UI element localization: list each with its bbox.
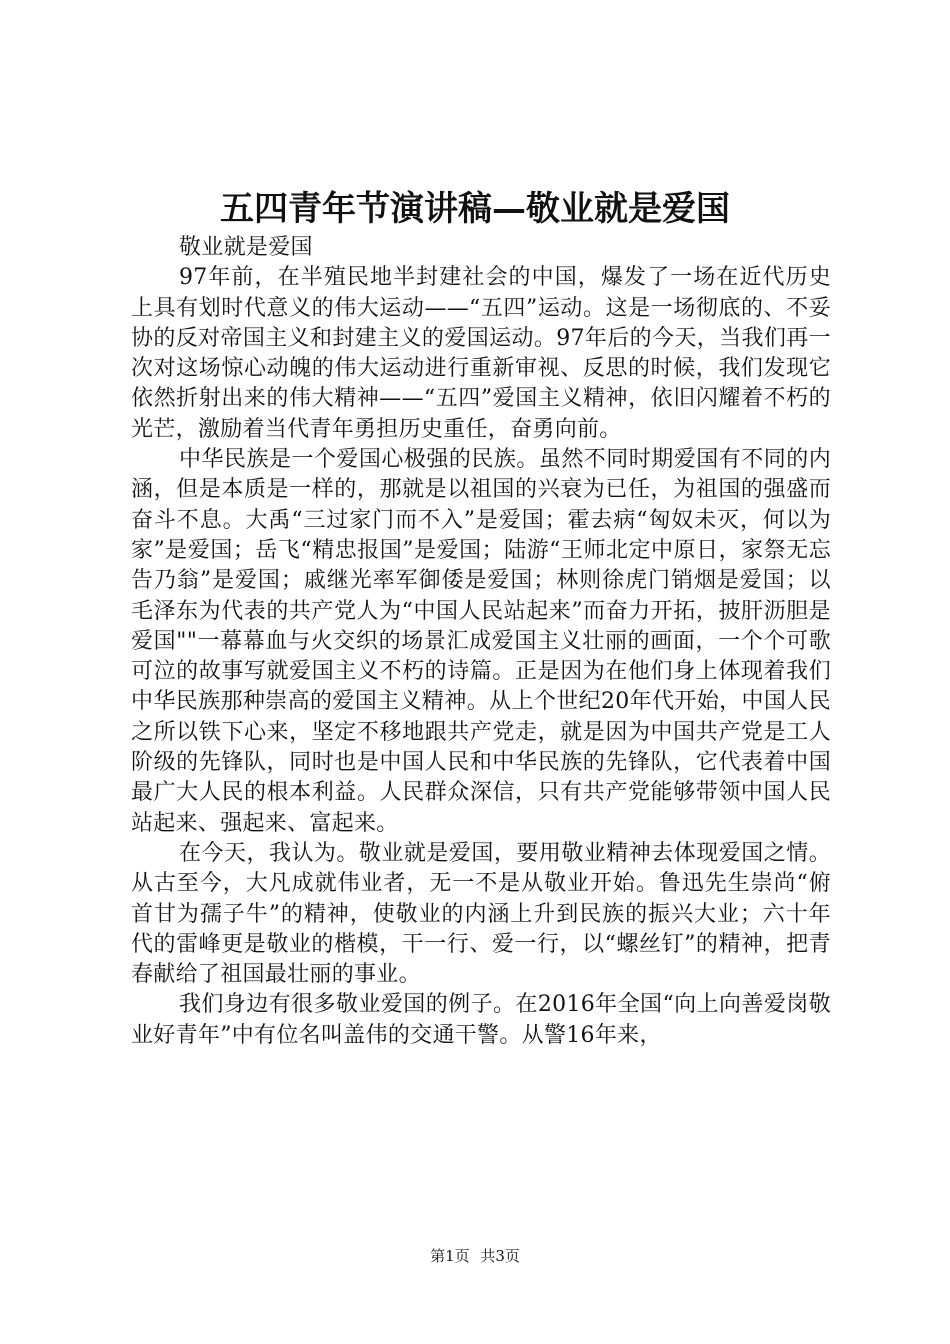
paragraph-patriotic-nation: 中华民族是一个爱国心极强的民族。虽然不同时期爱国有不同的内涵，但是本质是一样的，那就是以祖国的兴衰为已任，为祖国的强盛而奋斗不息。大禹“三过家门而不入”是爱国；霍去病“匈奴未灭，何以为家”是爱国；岳飞“精忠报国”是爱国；陆游“王师北定中原日，家祭无忘告乃翁”是爱国；戚继光率军御倭是爱国；林则徐虎门销烟是爱国；以毛泽东为代表的共产党人为“中国人民站起来”而奋力开拓，披肝沥胆是爱国""一幕幕血与火交织的场景汇成爱国主义壮丽的画面，一个个可歌可泣的故事写就爱国主义不朽的诗篇。正是因为在他们身上体现着我们中华民族那种崇高的爱国主义精神。从上个世纪20年代开始，中国人民之所以铁下心来，坚定不移地跟共产党走，就是因为中国共产党是工人阶级的先锋队，同时也是中国人民和中华民族的先锋队，它代表着中国最广大人民的根本利益。人民群众深信，只有共产党能够带领中国人民站起来、强起来、富起来。 [131, 447, 831, 836]
page-footer [0, 1244, 950, 1268]
paragraph-examples: 我们身边有很多敬业爱国的例子。在2016年全国“向上向善爱岗敬业好青年”中有位名叫盖伟的交通干警。从警16年来， [131, 992, 831, 1048]
paragraph-dedication-is-patriotism: 在今天，我认为。敬业就是爱国，要用敬业精神去体现爱国之情。从古至今，大凡成就伟业者，无一不是从敬业开始。鲁迅先生崇尚“俯首甘为孺子牛”的精神，使敬业的内涵上升到民族的振兴大业；六十年代的雷峰更是敬业的楷模，干一行、爱一行，以“螺丝钉”的精神，把青春献给了祖国最壮丽的事业。 [131, 840, 831, 988]
subtitle-paragraph: 敬业就是爱国 [179, 235, 313, 260]
paragraph-may-fourth-movement: 97年前，在半殖民地半封建社会的中国，爆发了一场在近代历史上具有划时代意义的伟大运动——“五四”运动。这是一场彻底的、不妥协的反对帝国主义和封建主义的爱国运动。97年后的今天，当我们再一次对这场惊心动魄的伟大运动进行重新审视、反思的时候，我们发现它依然折射出来的伟大精神——“五四”爱国主义精神，依旧闪耀着不朽的光芒，激励着当代青年勇担历史重任，奋勇向前。 [131, 265, 831, 442]
page-number: 第1页 [430, 1247, 470, 1265]
document-body [131, 233, 831, 1051]
page-total: 共3页 [480, 1247, 520, 1265]
page-title: 五四青年节演讲稿—敬业就是爱国 [220, 189, 730, 229]
